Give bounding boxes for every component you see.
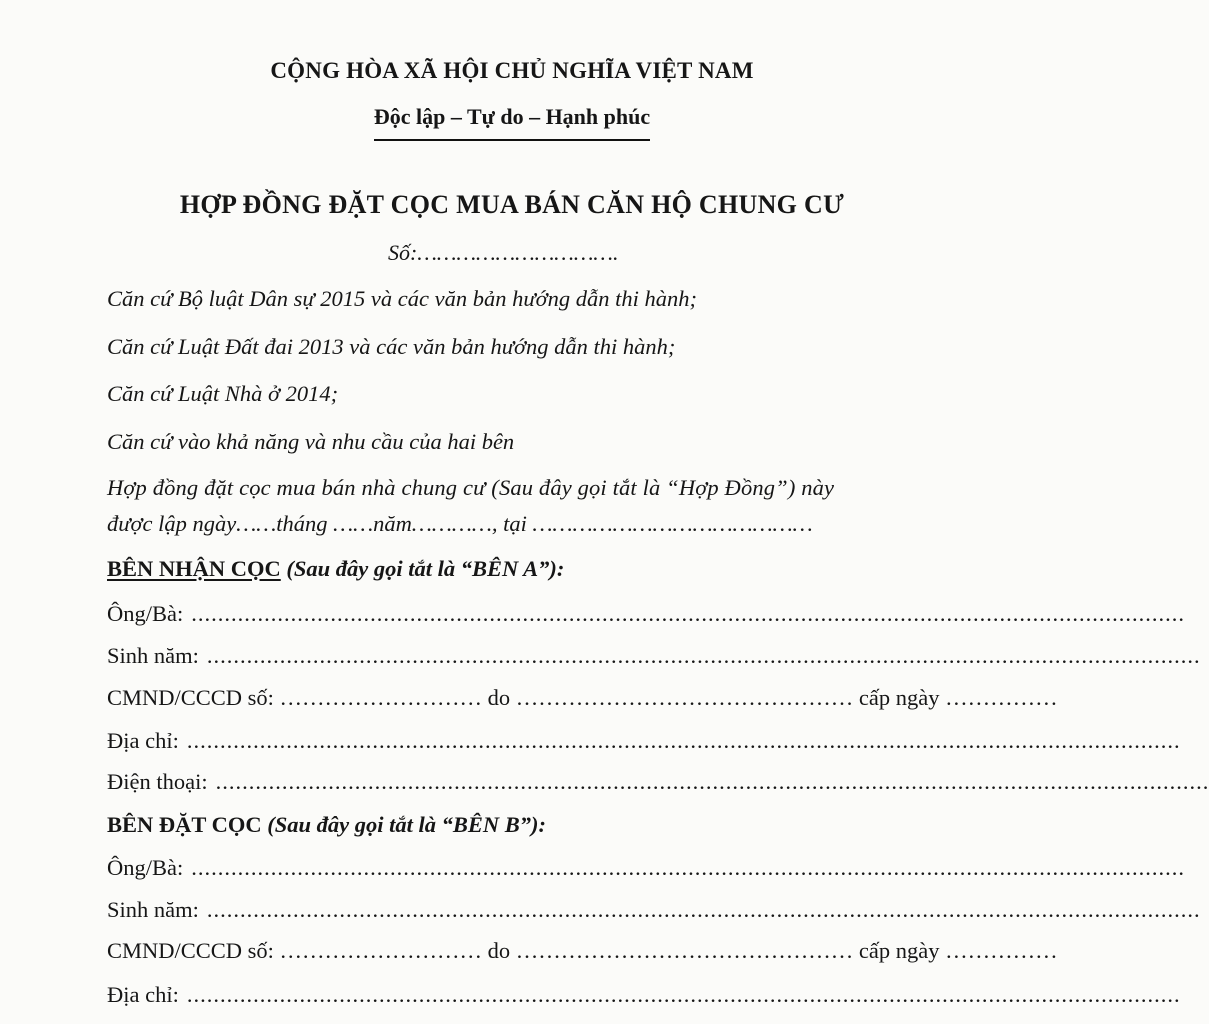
party-b-address-label: Địa chỉ: xyxy=(107,982,179,1007)
legal-basis-1: Căn cứ Bộ luật Dân sự 2015 và các văn bản hướng dẫn thi hành; xyxy=(107,286,698,311)
party-a-address-blank[interactable]: ...................................................................................................................................................... xyxy=(186,728,1181,753)
party-a-name-label: Ông/Bà: xyxy=(107,601,184,626)
party-a-name-field[interactable] xyxy=(107,601,1185,627)
party-a-address-label: Địa chỉ: xyxy=(107,728,179,753)
document-title: HỢP ĐỒNG ĐẶT CỌC MUA BÁN CĂN HỘ CHUNG CƯ xyxy=(179,190,845,219)
party-a-address-field[interactable] xyxy=(107,728,1181,754)
legal-basis-3: Căn cứ Luật Nhà ở 2014; xyxy=(107,381,339,406)
party-b-birth-field[interactable] xyxy=(107,897,1201,923)
nation-heading: CỘNG HÒA XÃ HỘI CHỦ NGHĨA VIỆT NAM xyxy=(270,58,754,83)
party-a-birth-label: Sinh năm: xyxy=(107,643,199,668)
motto-underline xyxy=(374,139,650,141)
party-b-name-blank[interactable]: ...................................................................................................................................................... xyxy=(191,855,1185,880)
party-a-heading xyxy=(107,556,564,582)
party-a-id-row[interactable]: CMND/CCCD số: ……………………… do ……………………………………… cấp ngày …………… xyxy=(107,685,1058,710)
party-b-address-blank[interactable]: ...................................................................................................................................................... xyxy=(186,982,1181,1007)
party-b-birth-blank[interactable]: ...................................................................................................................................................... xyxy=(206,897,1201,922)
party-a-phone-field[interactable] xyxy=(107,769,1209,795)
party-a-label: BÊN NHẬN CỌC xyxy=(107,556,281,581)
party-a-phone-label: Điện thoại: xyxy=(107,769,208,794)
party-b-birth-label: Sinh năm: xyxy=(107,897,199,922)
legal-basis-4: Căn cứ vào khả năng và nhu cầu của hai bên xyxy=(107,429,515,454)
party-b-label: BÊN ĐẶT CỌC xyxy=(107,812,262,837)
legal-basis-2: Căn cứ Luật Đất đai 2013 và các văn bản hướng dẫn thi hành; xyxy=(107,334,676,359)
party-a-birth-field[interactable] xyxy=(107,643,1201,669)
party-b-note: (Sau đây gọi tắt là “BÊN B”): xyxy=(261,812,547,837)
party-a-note: (Sau đây gọi tắt là “BÊN A”): xyxy=(280,556,565,581)
intro-line-2: được lập ngày……tháng ……năm…………, tại …………………………………… xyxy=(107,511,813,536)
party-b-id-row[interactable]: CMND/CCCD số: ……………………… do ……………………………………… cấp ngày …………… xyxy=(107,938,1058,963)
party-a-phone-blank[interactable]: ...................................................................................................................................................... xyxy=(215,769,1209,794)
motto: Độc lập – Tự do – Hạnh phúc xyxy=(373,104,651,129)
party-b-address-field[interactable] xyxy=(107,982,1181,1008)
party-b-name-label: Ông/Bà: xyxy=(107,855,184,880)
party-a-name-blank[interactable]: ...................................................................................................................................................... xyxy=(191,601,1185,626)
party-b-heading xyxy=(107,812,546,838)
party-b-name-field[interactable] xyxy=(107,855,1185,881)
intro-line-1: Hợp đồng đặt cọc mua bán nhà chung cư (Sau đây gọi tắt là “Hợp Đồng”) này xyxy=(107,475,835,500)
party-a-birth-blank[interactable]: ...................................................................................................................................................... xyxy=(206,643,1201,668)
document-number: Số:…………………………. xyxy=(388,240,619,265)
